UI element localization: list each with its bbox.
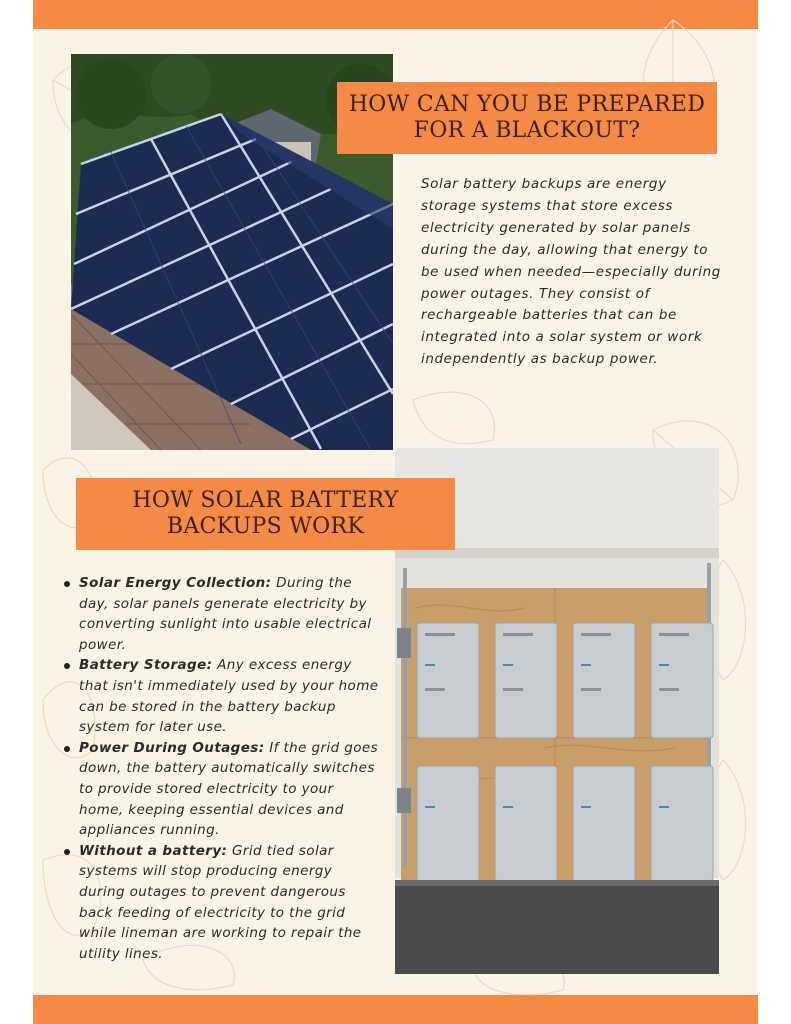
bottom-accent-band: [33, 995, 758, 1024]
list-item-term: Solar Energy Collection:: [79, 575, 272, 591]
list-item: [61, 841, 381, 965]
list-item: [61, 738, 381, 841]
heading-banner-blackout: [337, 82, 717, 154]
heading-blackout: HOW CAN YOU BE PREPARED FOR A BLACKOUT?: [348, 92, 706, 143]
list-item-term: Without a battery:: [79, 842, 228, 859]
heading-banner-how-it-works: [76, 478, 455, 550]
list-item: [61, 573, 381, 655]
list-item-text: Grid tied solar systems will stop producing energy during outages to prevent dangerous back feeding of electricity to the grid while lineman are working to repair the utility lines.: [79, 842, 362, 962]
how-it-works-list: [61, 573, 381, 964]
intro-paragraph: Solar battery backups are energy storage systems that store excess electricity generated by solar panels during the day, allowing that energy to be used when needed—especially during power outages. They consist of rechargeable batteries that can be integrated into a solar system or work independently as backup power.: [421, 176, 721, 368]
list-item-term: Power During Outages:: [79, 739, 265, 756]
list-item-term: Battery Storage:: [79, 657, 213, 674]
list-item: [61, 655, 381, 737]
list-item-text: If the grid goes down, the battery automatically switches to provide stored electricity to your home, keeping essential devices and appliances running.: [79, 739, 379, 839]
list-item-text: Any excess energy that isn't immediately used by your home can be stored in the battery backup system for later use.: [79, 657, 379, 736]
list-item-text: During the day, solar panels generate electricity by converting sunlight into usable electrical power.: [79, 575, 372, 653]
flyer-page: [33, 0, 758, 1024]
heading-how-it-works: HOW SOLAR BATTERY BACKUPS WORK: [132, 488, 399, 539]
